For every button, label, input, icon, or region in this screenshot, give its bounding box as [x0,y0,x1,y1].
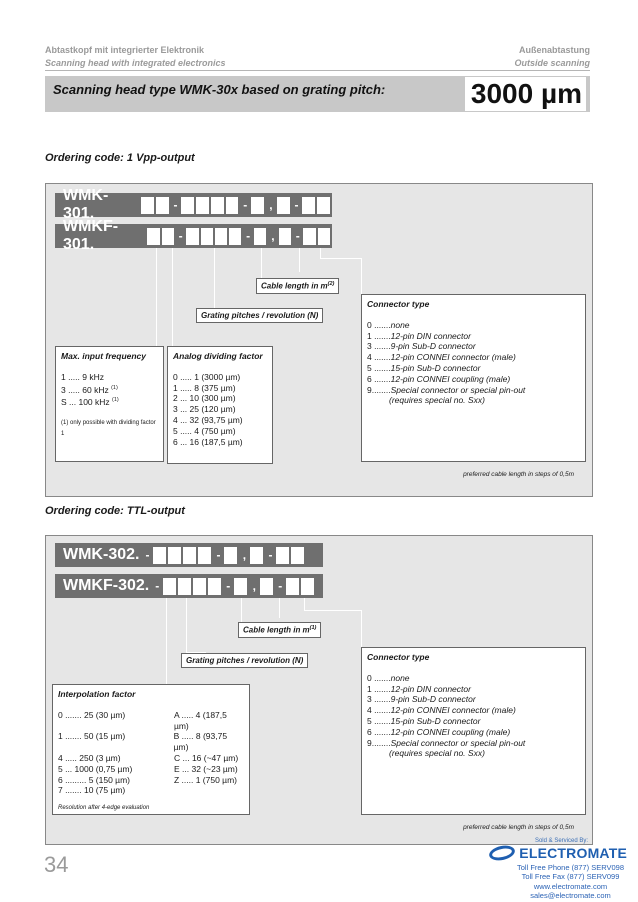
code-separator: - [294,198,299,212]
connector-type-title: Connector type [367,652,430,662]
code-box [277,197,290,214]
code-box [260,578,273,595]
list-item: 1 .......12-pin DIN connector [367,330,471,341]
fax: Toll Free Fax (877) SERV099 [521,872,620,882]
list-item: 4 .......12-pin CONNEI connector (male) [367,705,516,716]
page-number: 34 [44,852,69,877]
code-box [234,578,247,595]
cable-length-label [256,278,339,294]
code-box [183,547,196,564]
code-box [226,197,239,214]
code-box [181,197,194,214]
cable-length-label [238,622,321,638]
code-box [147,228,159,245]
code-separator: , [242,548,247,562]
code-box [163,578,176,595]
connector-type-title: Connector type [367,299,430,309]
code-separator: - [246,229,251,243]
connector-type-box [361,294,586,462]
list-item: 9........Special connector or special pin-out [367,737,526,748]
list-item: 5 .......15-pin Sub-D connector [367,715,481,726]
max-input-frequency-box [55,346,164,462]
header-left-de: Abtastkopf mit integrierter Elektronik [45,45,205,55]
section2-panel [45,535,593,845]
header-right-en: Outside scanning [514,58,590,68]
code-box [254,228,266,245]
max-input-frequency-title: Max. input frequency [61,351,147,361]
code-bar-wmkf301 [55,218,332,253]
leader-line [214,248,215,310]
header-right-de: Außenabtastung [519,45,590,55]
code-box [156,197,169,214]
header-right [514,44,590,70]
sold-by-text: Sold & Serviced By: [534,838,588,844]
list-item: 3 .......9-pin Sub-D connector [367,341,476,352]
code-box [186,228,198,245]
code-prefix: WMKF-301. [63,218,119,253]
section2-heading: Ordering code: TTL-output [45,505,185,517]
code-box [276,547,289,564]
code-bar-wmkf302 [55,574,323,598]
list-item: 4 .......12-pin CONNEI connector (male) [367,352,516,363]
list-item: 0 .......none [367,319,410,330]
code-separator: - [216,548,221,562]
code-separator: , [252,579,256,593]
section1-panel [45,183,593,497]
leader-line [320,248,321,258]
website-link[interactable]: www.electromate.com [533,881,608,891]
code-separator: - [226,579,231,593]
code-separator: - [155,579,160,593]
code-separator: - [243,198,248,212]
brand-name: ELECTROMATE [519,845,627,861]
code-bar-wmk302 [55,543,323,567]
list-item: 6 .......12-pin CONNEI coupling (male) [367,373,511,384]
code-box [291,547,304,564]
code-box [251,197,264,214]
connector-special-note: (requires special no. Sxx) [389,748,485,759]
code-box [302,197,315,214]
list-item: 1 .......12-pin DIN connector [367,683,471,694]
list-item: 0 .......none [367,672,410,683]
list-item: 6 ......... 5 (150 µm) Z ..... 1 (750 µm) [58,774,237,785]
code-box [193,578,206,595]
cable-length-footnote: preferred cable length in steps of 0,5m [463,824,574,831]
phone: Toll Free Phone (877) SERV098 [516,863,624,872]
code-separator: , [269,198,273,212]
code-box [318,228,330,245]
code-box [250,547,263,564]
list-item: 5 ..... 4 (750 µm) [173,425,236,436]
footnote-dividing-factor: (1) only possible with dividing factor 1 [61,419,156,437]
leader-line [172,248,173,347]
grating-pitch-value: 3000 µm [465,77,586,111]
leader-line [299,248,300,272]
list-item: 7 ....... 10 (75 µm) [58,785,126,796]
section1-heading: Ordering code: 1 Vpp-output [45,152,195,164]
code-box [196,197,209,214]
leader-line [166,598,167,685]
code-prefix: WMKF-302. [63,577,150,594]
list-item: 9........Special connector or special pin-out [367,384,526,395]
code-box [141,197,154,214]
code-box [229,228,241,245]
code-bar-wmk301 [55,187,332,222]
code-box [279,228,291,245]
interpolation-factor-box [52,684,250,815]
leader-line [156,248,157,347]
list-item: 1 ..... 9 kHz [61,371,104,382]
page-title: Scanning head type WMK-30x based on grating pitch: [53,82,386,97]
grating-pitch-label: Grating pitches / revolution (N) [196,308,323,323]
leader-line [361,258,362,295]
electromate-logo-icon [488,843,516,862]
code-box [286,578,299,595]
header-left [45,44,226,70]
code-box [208,578,221,595]
cable-length-text: Cable length in m [243,625,310,635]
header-left-en: Scanning head with integrated electronics [45,58,226,68]
contact-info [517,863,624,901]
connector-special-note: (requires special no. Sxx) [389,395,485,406]
code-prefix: WMK-301. [63,187,109,222]
code-box [168,547,181,564]
title-bar [45,76,590,112]
code-separator: - [178,229,183,243]
code-box [224,547,237,564]
list-item: 0 ....... 25 (30 µm) A ..... 4 (187,5 µm) [58,709,227,731]
grating-pitch-label: Grating pitches / revolution (N) [181,653,308,668]
list-item: 0 ..... 1 (3000 µm) [173,371,241,382]
analog-dividing-factor-title: Analog dividing factor [173,351,263,361]
code-separator: - [268,548,273,562]
leader-line [361,610,362,648]
header-divider [45,70,590,71]
code-box [215,228,227,245]
analog-dividing-factor-box [167,346,273,464]
resolution-note: Resolution after 4-edge evaluation [58,805,150,812]
list-item: 1 ..... 8 (375 µm) [173,382,236,393]
code-box [317,197,330,214]
list-item: 5 .......15-pin Sub-D connector [367,362,481,373]
code-separator: - [295,229,300,243]
cable-length-footnote: (2) [327,281,335,287]
cable-length-footnote: preferred cable length in steps of 0,5m [463,471,574,478]
leader-line [186,598,187,652]
connector-type-box [361,647,586,815]
code-prefix: WMK-302. [63,546,140,563]
list-item: 3 ..... 60 kHz $^{(1)}$ [61,384,118,395]
list-item: 2 ... 10 (300 µm) [173,393,236,404]
leader-line [279,598,280,618]
list-item: 1 ....... 50 (15 µm) B ..... 8 (93,75 µm) [58,731,228,753]
email-link[interactable]: sales@electromate.com [530,891,611,901]
leader-line [304,598,305,610]
code-box [153,547,166,564]
code-box [162,228,174,245]
electromate-logo [489,845,627,861]
leader-line [320,258,362,259]
cable-length-footnote: (1) [309,625,317,631]
list-item: 3 ... 25 (120 µm) [173,404,236,415]
code-box [303,228,315,245]
code-box [201,228,213,245]
list-item: 5 ... 1000 (0,75 µm) E ... 32 (~23 µm) [58,763,238,774]
code-separator: - [278,579,283,593]
code-separator: , [271,229,275,243]
code-box [301,578,314,595]
code-box [198,547,211,564]
list-item: S ... 100 kHz $^{(1)}$ [61,397,119,408]
list-item: 6 .......12-pin CONNEI coupling (male) [367,726,511,737]
leader-line [304,610,362,611]
list-item: 3 .......9-pin Sub-D connector [367,694,476,705]
cable-length-text: Cable length in m [261,281,328,291]
code-box [178,578,191,595]
list-item: 6 ... 16 (187,5 µm) [173,436,243,447]
list-item: 4 ... 32 (93,75 µm) [173,414,243,425]
code-separator: - [145,548,150,562]
interpolation-factor-title: Interpolation factor [58,689,136,699]
code-box [211,197,224,214]
code-separator: - [173,198,178,212]
list-item: 4 ..... 250 (3 µm) C ... 16 (~47 µm) [58,752,239,763]
